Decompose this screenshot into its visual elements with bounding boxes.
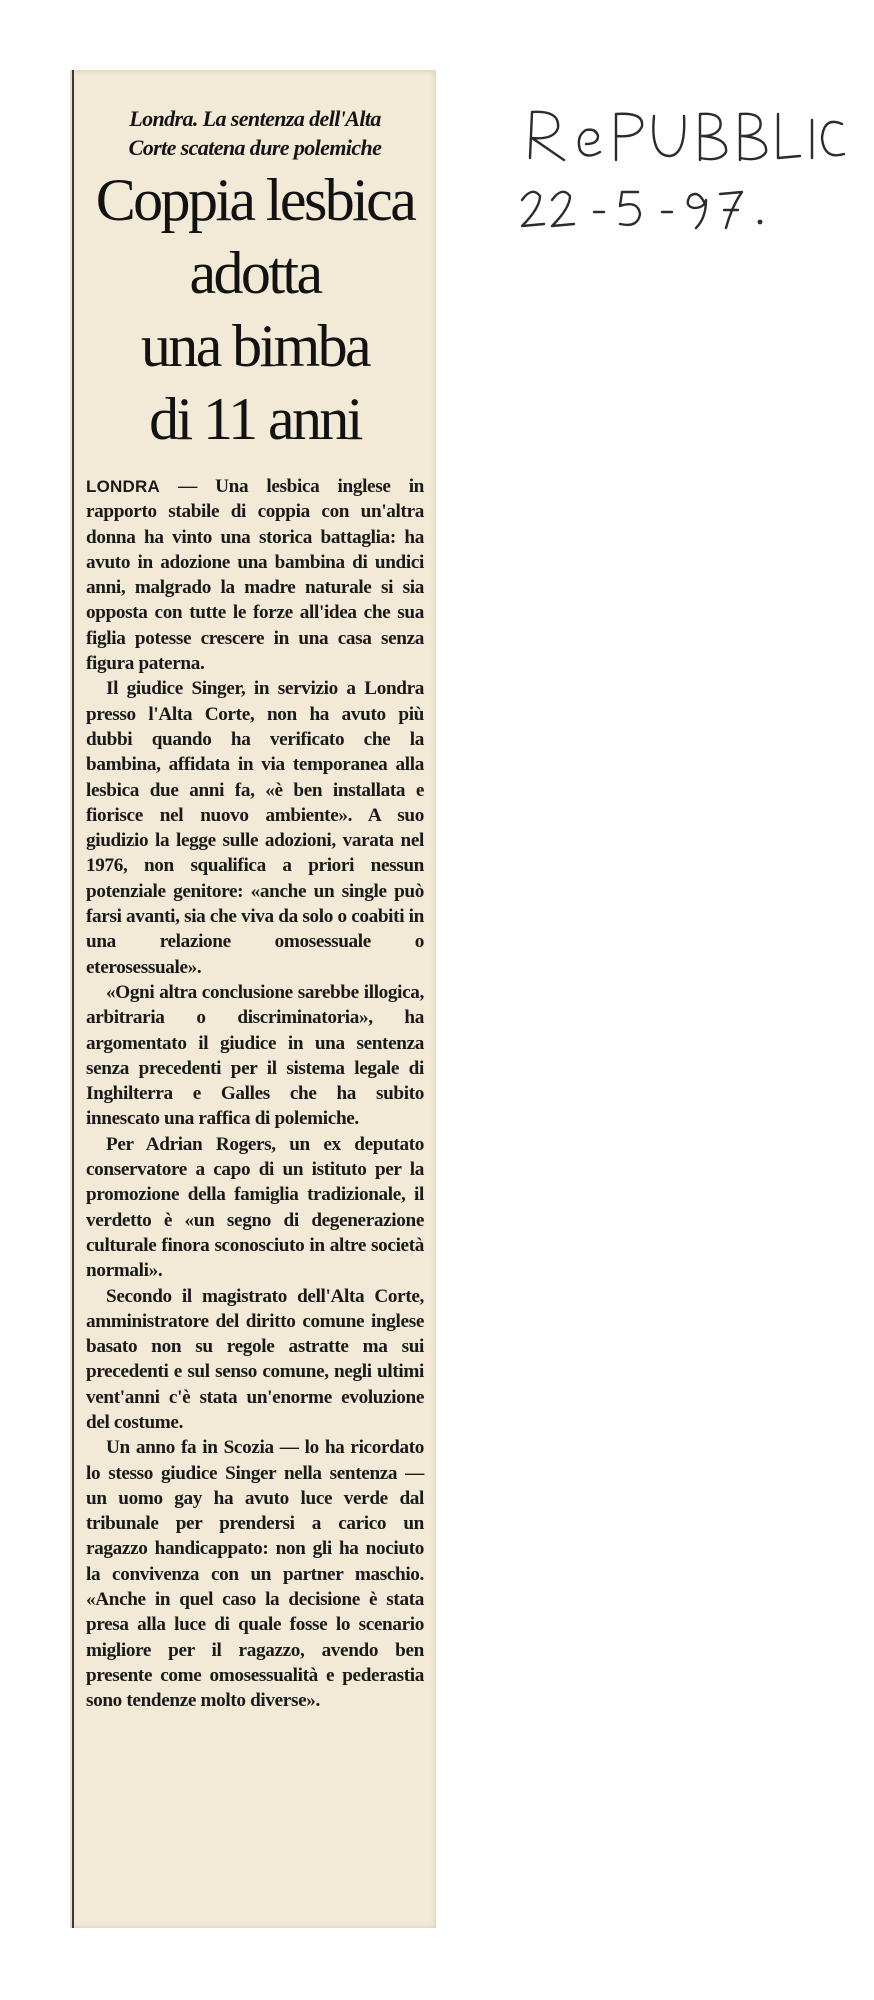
headline-line: adotta <box>189 240 321 306</box>
kicker-line: Corte scatena dure polemiche <box>128 135 382 160</box>
paragraph-text: Una lesbica inglese in rapporto stabile di coppia con un'altra donna ha vinto una storica battaglia: ha avuto in adozione una bambina di undici anni, malgrado la madre naturale si sia opposta con tutte le forze all'idea che sua figlia potesse crescere in una casa senza figura paterna. <box>86 476 424 675</box>
dateline: LONDRA <box>86 477 160 496</box>
headline-line: di 11 anni <box>149 386 361 452</box>
handwritten-source <box>530 112 844 160</box>
handwritten-date <box>522 192 742 228</box>
article-column <box>86 104 424 1714</box>
article-kicker <box>86 104 424 162</box>
article-paragraph: Per Adrian Rogers, un ex deputato conservatore a capo di un istituto per la promozione della famiglia tradizionale, il verdetto è «un segno di degenerazione culturale finora sconosciuto in altre società normali». <box>86 1133 424 1282</box>
headline-line: una bimba <box>140 313 370 379</box>
handwritten-note <box>520 100 850 260</box>
article-paragraph: Un anno fa in Scozia — lo ha ricordato lo stesso giudice Singer nella sentenza — un uomo gay ha avuto luce verde dal tribunale per prendersi a carico un ragazzo handicappato: non gli ha nociuto la convivenza con un partner maschio. «Anche in quel caso la decisione è stata presa alla luce di quale fosse lo scenario migliore per il ragazzo, avendo ben presente come omosessualità e pederastia sono tendenze molto diverse». <box>86 1437 424 1712</box>
article-body <box>86 474 424 1714</box>
article-paragraph: LONDRA — Una lesbica inglese in rapporto stabile di coppia con un'altra donna ha vinto una storica battaglia: ha avuto in adozione una bambina di undici anni, malgrado la madre naturale si sia opposta con tutte le forze all'idea che sua figlia potesse crescere in una casa senza figura paterna. <box>86 476 424 675</box>
column-rule <box>72 70 74 1928</box>
article-paragraph: «Ogni altra conclusione sarebbe illogica, arbitraria o discriminatoria», ha argomentato il giudice in una sentenza senza precedenti per il sistema legale di Inghilterra e Galles che ha subito innescato una raffica di polemiche. <box>86 981 424 1130</box>
article-paragraph: Il giudice Singer, in servizio a Londra presso l'Alta Corte, non ha avuto più dubbi quando ha verificato che la bambina, affidata in via temporanea alla lesbica due anni fa, «è ben installata e fiorisce nel nuovo ambiente». A suo giudizio la legge sulle adozioni, varata nel 1976, non squalifica a priori nessun potenziale genitore: «anche un single può farsi avanti, sia che viva da solo o coabiti in una relazione omosessuale o eterosessuale». <box>86 678 424 978</box>
article-paragraph: Secondo il magistrato dell'Alta Corte, amministratore del diritto comune inglese basato non su regole astratte ma sui precedenti e sul senso comune, negli ultimi vent'anni c'è stata un'enorme evoluzione del costume. <box>86 1285 424 1433</box>
headline-line: Coppia lesbica <box>95 167 415 233</box>
article-headline <box>86 164 424 456</box>
newspaper-clipping <box>70 70 436 1928</box>
kicker-line: Londra. La sentenza dell'Alta <box>129 106 381 131</box>
